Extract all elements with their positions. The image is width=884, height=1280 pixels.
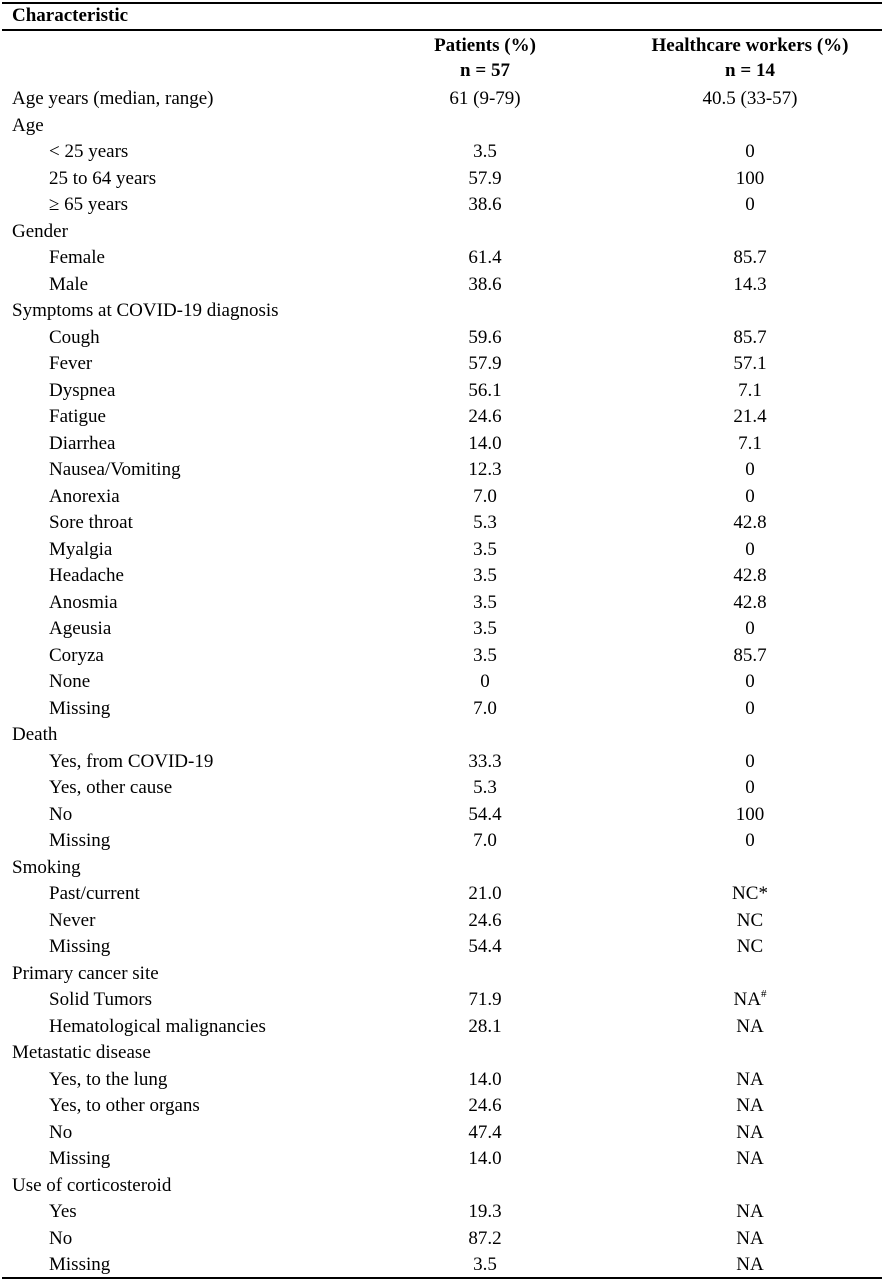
row-label: No: [49, 1227, 73, 1249]
patients-value: 87.2: [468, 1227, 502, 1249]
hcw-value-text: 57.1: [733, 353, 767, 374]
patients-value: 61.4: [468, 247, 502, 268]
row-label: Death: [12, 724, 58, 745]
patients-value: 59.6: [468, 326, 502, 348]
table-row: [0, 298, 884, 325]
patients-value: 3.5: [473, 538, 497, 560]
hcw-value: [600, 431, 884, 458]
patients-value: 28.1: [468, 1015, 502, 1037]
patients-value: 33.3: [468, 750, 502, 772]
table-row: [0, 934, 884, 961]
table-row: [0, 696, 884, 723]
table-row: [0, 775, 884, 802]
hcw-value-text: 0: [745, 830, 755, 851]
hcw-value: [600, 987, 884, 1014]
patients-column-n: n = 57: [460, 60, 510, 81]
row-label: Yes, from COVID-19: [49, 750, 214, 772]
hcw-value-text: NC*: [732, 883, 768, 904]
patients-value: 3.5: [473, 141, 497, 162]
row-label: ≥ 65 years: [49, 194, 129, 215]
hcw-value-text: 0: [745, 485, 755, 507]
row-label: Dyspnea: [49, 379, 116, 401]
hcw-value-text: 21.4: [733, 406, 767, 427]
hcw-value: [600, 245, 884, 272]
hcw-value: [600, 510, 884, 537]
table-row: [0, 722, 884, 749]
patients-value: 54.4: [468, 936, 502, 957]
patients-value: 5.3: [473, 512, 497, 533]
row-label: No: [49, 803, 73, 825]
row-label: Female: [49, 247, 105, 268]
characteristic-header: Characteristic: [12, 5, 129, 26]
table-row: [0, 351, 884, 378]
patients-value: 38.6: [468, 273, 502, 295]
hcw-value: [600, 643, 884, 670]
hcw-value-text: NC: [736, 909, 764, 931]
patients-value: 24.6: [468, 1095, 502, 1116]
row-label: < 25 years: [49, 141, 129, 162]
row-label: Ageusia: [49, 618, 112, 639]
hcw-value: [600, 1067, 884, 1094]
hcw-value: [600, 351, 884, 378]
hcw-value-text: 7.1: [738, 432, 762, 454]
table-row: [0, 1252, 884, 1279]
patients-value: 61 (9-79): [449, 88, 521, 109]
row-label: Missing: [49, 1254, 111, 1275]
hcw-value: [600, 1014, 884, 1041]
hcw-value-text: 0: [745, 618, 755, 639]
hcw-value-text: NA: [736, 1227, 764, 1249]
patients-value: 54.4: [468, 803, 502, 825]
hcw-value: [600, 325, 884, 352]
hcw-value: [600, 749, 884, 776]
hcw-value: [600, 166, 884, 193]
row-label: Anosmia: [49, 591, 118, 613]
table-row: [0, 961, 884, 988]
table-row: [0, 881, 884, 908]
row-label: Missing: [49, 1148, 111, 1169]
hcw-value: [600, 537, 884, 564]
row-label: None: [49, 671, 91, 692]
row-label: Yes: [49, 1201, 77, 1222]
patients-value: 24.6: [468, 909, 502, 931]
hcw-value-text: 7.1: [738, 379, 762, 401]
row-label: Myalgia: [49, 538, 113, 560]
hcw-value-text: 85.7: [733, 326, 767, 348]
hcw-value-text: NA: [736, 1201, 764, 1222]
patients-value: 3.5: [473, 591, 497, 613]
row-label: Symptoms at COVID-19 diagnosis: [12, 300, 279, 321]
hcw-value-text: 0: [745, 538, 755, 560]
table-row: [0, 1093, 884, 1120]
hcw-value-text: 0: [745, 750, 755, 772]
hcw-value: [600, 616, 884, 643]
row-label: Age: [12, 114, 44, 136]
hcw-value-text: 42.8: [733, 591, 767, 613]
row-label: Smoking: [12, 856, 81, 878]
hcw-value-text: 100: [735, 167, 765, 189]
top-rule: [2, 2, 882, 4]
table-row: [0, 616, 884, 643]
hcw-value: [600, 934, 884, 961]
patients-value: 7.0: [473, 485, 497, 507]
table-row: [0, 563, 884, 590]
table-row: [0, 537, 884, 564]
table-row: [0, 1146, 884, 1173]
hcw-value-text: 0: [745, 459, 755, 480]
hcw-value: [600, 775, 884, 802]
row-label: Yes, to the lung: [49, 1068, 168, 1090]
hcw-value: [600, 1146, 884, 1173]
hcw-value-text: NA: [736, 1254, 764, 1275]
patients-value: 3.5: [473, 618, 497, 639]
hcw-value-text: 85.7: [733, 644, 767, 666]
hcw-value-text: 0: [745, 777, 755, 798]
patients-value: 14.0: [468, 1068, 502, 1090]
hcw-value: [600, 272, 884, 299]
row-label: Primary cancer site: [12, 962, 159, 984]
table-row: [0, 457, 884, 484]
hcw-value: [600, 1120, 884, 1147]
table-row: [0, 86, 884, 113]
hcw-value: [600, 1199, 884, 1226]
table-row: [0, 166, 884, 193]
hcw-value-text: NA: [733, 989, 761, 1010]
hcw-value-text: 0: [745, 194, 755, 215]
hcw-value: [600, 378, 884, 405]
hcw-value: [600, 908, 884, 935]
hcw-value: [600, 457, 884, 484]
row-label: Cough: [49, 326, 100, 348]
patients-value: 71.9: [468, 989, 502, 1010]
row-label: Missing: [49, 697, 111, 719]
patients-value: 3.5: [473, 644, 497, 666]
patients-value: 7.0: [473, 830, 497, 851]
table-row: [0, 908, 884, 935]
hcw-value: [600, 1252, 884, 1279]
hcw-value-text: 0: [745, 141, 755, 162]
patients-value: 5.3: [473, 777, 497, 798]
hcw-value-text: NA: [736, 1095, 764, 1116]
hcw-value-text: NC: [736, 936, 764, 957]
patients-value: 3.5: [473, 565, 497, 586]
table-row: [0, 192, 884, 219]
hcw-value: [600, 881, 884, 908]
table-row: [0, 987, 884, 1014]
table-row: [0, 1120, 884, 1147]
hcw-column-title: Healthcare workers (%): [651, 35, 849, 56]
row-label: Gender: [12, 220, 68, 242]
hcw-value-text: 100: [735, 803, 765, 825]
row-label: Hematological malignancies: [49, 1015, 266, 1037]
patients-value: 12.3: [468, 459, 502, 480]
row-label: Use of corticosteroid: [12, 1174, 172, 1196]
row-label: Sore throat: [49, 512, 133, 533]
table-row: [0, 510, 884, 537]
hcw-value: [600, 828, 884, 855]
table-row: [0, 1173, 884, 1200]
hcw-value-text: NA: [736, 1015, 764, 1037]
patients-value: 57.9: [468, 167, 502, 189]
table-row: [0, 590, 884, 617]
hcw-value: [600, 669, 884, 696]
table-row: [0, 219, 884, 246]
hcw-value: [600, 563, 884, 590]
patients-value: 21.0: [468, 883, 502, 904]
patients-column-title: Patients (%): [434, 35, 536, 56]
table-row: [0, 749, 884, 776]
table-row: [0, 245, 884, 272]
hcw-column-n: n = 14: [725, 60, 775, 81]
patients-value: 47.4: [468, 1121, 502, 1143]
row-label: Headache: [49, 565, 124, 586]
row-label: Missing: [49, 830, 111, 851]
footnote-mark: #: [760, 987, 767, 1000]
hcw-value: [600, 86, 884, 113]
hcw-value-text: 0: [745, 671, 755, 692]
table-row: [0, 325, 884, 352]
header-rule: [2, 29, 882, 31]
hcw-value-text: NA: [736, 1148, 764, 1169]
row-label: Male: [49, 273, 89, 295]
table-row: [0, 802, 884, 829]
row-label: Coryza: [49, 644, 104, 666]
hcw-value-text: 0: [745, 697, 755, 719]
hcw-value-text: NA: [736, 1121, 764, 1143]
patients-value: 24.6: [468, 406, 502, 427]
row-label: Fatigue: [49, 406, 106, 427]
row-label: Fever: [49, 353, 93, 374]
table-row: [0, 1040, 884, 1067]
table-row: [0, 1199, 884, 1226]
table-row: [0, 643, 884, 670]
table-row: [0, 484, 884, 511]
row-label: Age years (median, range): [12, 88, 214, 109]
patients-value: 14.0: [468, 432, 502, 454]
row-label: Metastatic disease: [12, 1042, 151, 1063]
hcw-value: [600, 192, 884, 219]
patients-value: 0: [480, 671, 490, 692]
hcw-value: [600, 484, 884, 511]
row-label: Past/current: [49, 883, 140, 904]
row-label: No: [49, 1121, 73, 1143]
patients-value: 19.3: [468, 1201, 502, 1222]
hcw-value: [600, 696, 884, 723]
hcw-value-text: 42.8: [733, 565, 767, 586]
table-row: [0, 1067, 884, 1094]
table-row: [0, 669, 884, 696]
hcw-value-text: 42.8: [733, 512, 767, 533]
hcw-value: [600, 590, 884, 617]
hcw-value: [600, 139, 884, 166]
patients-value: 57.9: [468, 353, 502, 374]
table-row: [0, 855, 884, 882]
hcw-value-text: NA: [736, 1068, 764, 1090]
patients-value: 7.0: [473, 697, 497, 719]
table-row: [0, 139, 884, 166]
table-row: [0, 404, 884, 431]
row-label: Nausea/Vomiting: [49, 459, 181, 480]
hcw-value: [600, 1093, 884, 1120]
hcw-value-text: 40.5 (33-57): [702, 88, 798, 109]
hcw-value: [600, 802, 884, 829]
row-label: Anorexia: [49, 485, 120, 507]
row-label: Yes, other cause: [49, 777, 173, 798]
row-label: 25 to 64 years: [49, 167, 157, 189]
hcw-value: [600, 404, 884, 431]
hcw-value-text: 85.7: [733, 247, 767, 268]
row-label: Diarrhea: [49, 432, 116, 454]
row-label: Never: [49, 909, 96, 931]
table-row: [0, 1014, 884, 1041]
table-row: [0, 828, 884, 855]
hcw-value-text: 14.3: [733, 273, 767, 295]
patients-value: 56.1: [468, 379, 502, 401]
table-row: [0, 378, 884, 405]
hcw-value: [600, 1226, 884, 1253]
row-label: Missing: [49, 936, 111, 957]
patients-value: 3.5: [473, 1254, 497, 1275]
bottom-rule: [2, 1277, 882, 1279]
table-row: [0, 1226, 884, 1253]
patients-value: 38.6: [468, 194, 502, 215]
row-label: Yes, to other organs: [49, 1095, 200, 1116]
patients-value: 14.0: [468, 1148, 502, 1169]
row-label: Solid Tumors: [49, 989, 152, 1010]
table-row: [0, 113, 884, 140]
table-row: [0, 431, 884, 458]
table-row: [0, 272, 884, 299]
